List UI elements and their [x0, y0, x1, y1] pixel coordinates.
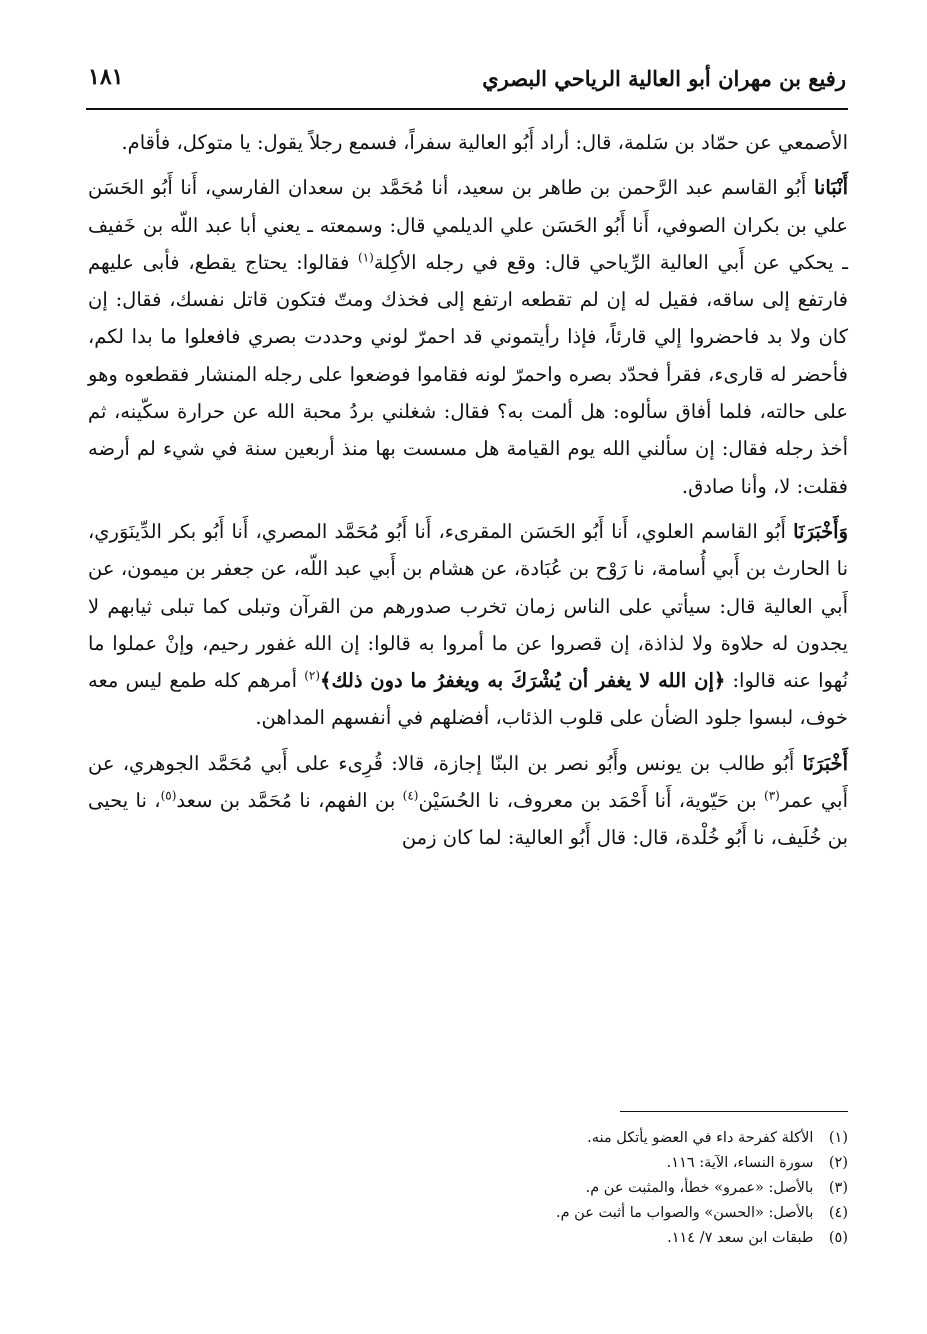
header-rule	[86, 108, 848, 110]
footnote-number: (٥)	[828, 1230, 848, 1246]
paragraph-text: بن الفهم، نا مُحَمَّد بن سعد	[176, 789, 403, 813]
footnote-ref-3[interactable]: (٣)	[764, 788, 780, 803]
footnote-number: (٤)	[828, 1205, 848, 1221]
footnote-number: (١)	[828, 1130, 848, 1146]
paragraph-text: أَبُو القاسم عبد الرَّحمن بن طاهر بن سعيد، أنا مُحَمَّد بن سعدان الفارسي، أَنا أَبُو الحَسَن علي بن بكران الصوفي، أَنا أَبُو الحَسَن علي الديلمي قال: وسمعته ـ يعني أبا عبد اللّه بن خَفيف ـ يحكي عن أَبي العالية الرِّياحي قال: وقع في رجله الأكِلة	[88, 176, 848, 274]
footnote-rule	[620, 1111, 848, 1112]
running-title: رفيع بن مهران أبو العالية الرياحي البصري	[482, 66, 846, 91]
paragraph-text: ، نا يحيى بن خُلَيف، نا أَبُو خُلْدة، قال: قال أَبُو العالية: لما كان زمن	[88, 789, 848, 850]
footnote-text: طبقات ابن سعد ٧/ ١١٤.	[667, 1230, 814, 1246]
isnad-lead: وَأَخْبَرَنَا	[793, 519, 848, 543]
footnote-ref-4[interactable]: (٤)	[402, 788, 419, 803]
isnad-lead: أَنْبَانا	[813, 176, 848, 200]
footnote-ref-1[interactable]: (١)	[358, 250, 374, 265]
paragraph-text: أَبُو طالب بن يونس وأَبُو نصر بن البنّا إجازة، قالا: قُرِىء على أَبي مُحَمَّد الجوهري، عن أَبي عمر	[88, 751, 849, 813]
footnote-4	[300, 1201, 848, 1226]
footnote-text: سورة النساء، الآية: ١١٦.	[666, 1155, 814, 1171]
page-number: ١٨١	[88, 64, 124, 90]
footnote-ref-2[interactable]: (٢)	[304, 668, 321, 683]
quran-quote: ﴿إن الله لا يغفر أن يُشْرَكَ به ويغفرُ ما دون ذلك﴾	[320, 669, 726, 693]
paragraph-text: بن حَيّوية، أَنا أَحْمَد بن معروف، نا الحُسَيْن	[418, 789, 765, 813]
footnote-number: (٢)	[828, 1155, 848, 1171]
footnote-ref-5[interactable]: (٥)	[160, 788, 177, 803]
paragraph-4	[88, 745, 848, 857]
paragraph-text: فقالوا: يحتاج يقطع، فأبى عليهم فارتفع إلى ساقه، فقيل له إن لم تقطعه ارتفع إلى فخذك ومتّ فتكون قاتل نفسك، فقال: إن كان ولا بد فاحضروا إلي قارئاً، فإذا رأيتموني قد احمرّ لوني وحددت بصري فافعلوا ما بدا لكم، فأحضر له قارىء، فقرأ فحدّد بصره واحمرّ لونه فقاموا فوضعوا على رجله المنشار فقطعوه وهو على حالته، فلما أفاق سألوه: هل ألمت به؟ فقال: شغلني بردُ محبة الله عن حرارة سكّينه، ثم أخذ رجله فقال: إن سألني الله يوم القيامة هل مسست بها منذ أربعين سنة في شيء لم أرضه فقلت: لا، وأنا صادق.	[88, 250, 848, 498]
paragraph-text: أَبُو القاسم العلوي، أَنا أَبُو الحَسَن المقرىء، أَنا أَبُو مُحَمَّد المصري، أَنا أَبُو بكر الدِّينَوَري، نا الحارث بن أَبي أُسامة، نا رَوْح بن عُبَادة، عن هشام بن أَبي عبد اللّه، عن جعفر بن ميمون، عن أَبي العالية قال: سيأتي على الناس زمان تخرب صدورهم من القرآن وتبلى كما تبلى ثيابهم لا يجدون له حلاوة ولا لذاذة، إن قصروا عن ما أمروا به قالوا: إن الله غفور رحيم، وإنْ عملوا ما نُهوا عنه قالوا:	[88, 519, 849, 693]
footnotes	[300, 1126, 848, 1251]
main-text	[88, 124, 848, 865]
page-header	[86, 58, 848, 108]
paragraph-1: الأصمعي عن حمّاد بن سَلمة، قال: أراد أَبُو العالية سفراً، فسمع رجلاً يقول: يا متوكل، فأقام.	[121, 131, 848, 154]
paragraph-2	[88, 169, 848, 505]
footnote-1	[300, 1126, 848, 1151]
footnote-2	[300, 1151, 848, 1176]
footnote-text: الأكلة كفرحة داء في العضو يأتكل منه.	[587, 1130, 814, 1146]
isnad-lead: أَخْبَرَنَا	[802, 751, 848, 775]
footnote-3	[300, 1176, 848, 1201]
paragraph-text: أمرهم كله طمع ليس معه خوف، لبسوا جلود الضأن على قلوب الذئاب، أفضلهم في أنفسهم المداهن.	[88, 669, 848, 730]
footnote-text: بالأصل: «عمرو» خطأ، والمثبت عن م.	[585, 1180, 814, 1196]
paragraph-3	[88, 513, 848, 737]
footnote-number: (٣)	[828, 1180, 848, 1196]
footnote-text: بالأصل: «الحسن» والصواب ما أثبت عن م.	[555, 1205, 814, 1221]
footnote-5	[300, 1226, 848, 1251]
